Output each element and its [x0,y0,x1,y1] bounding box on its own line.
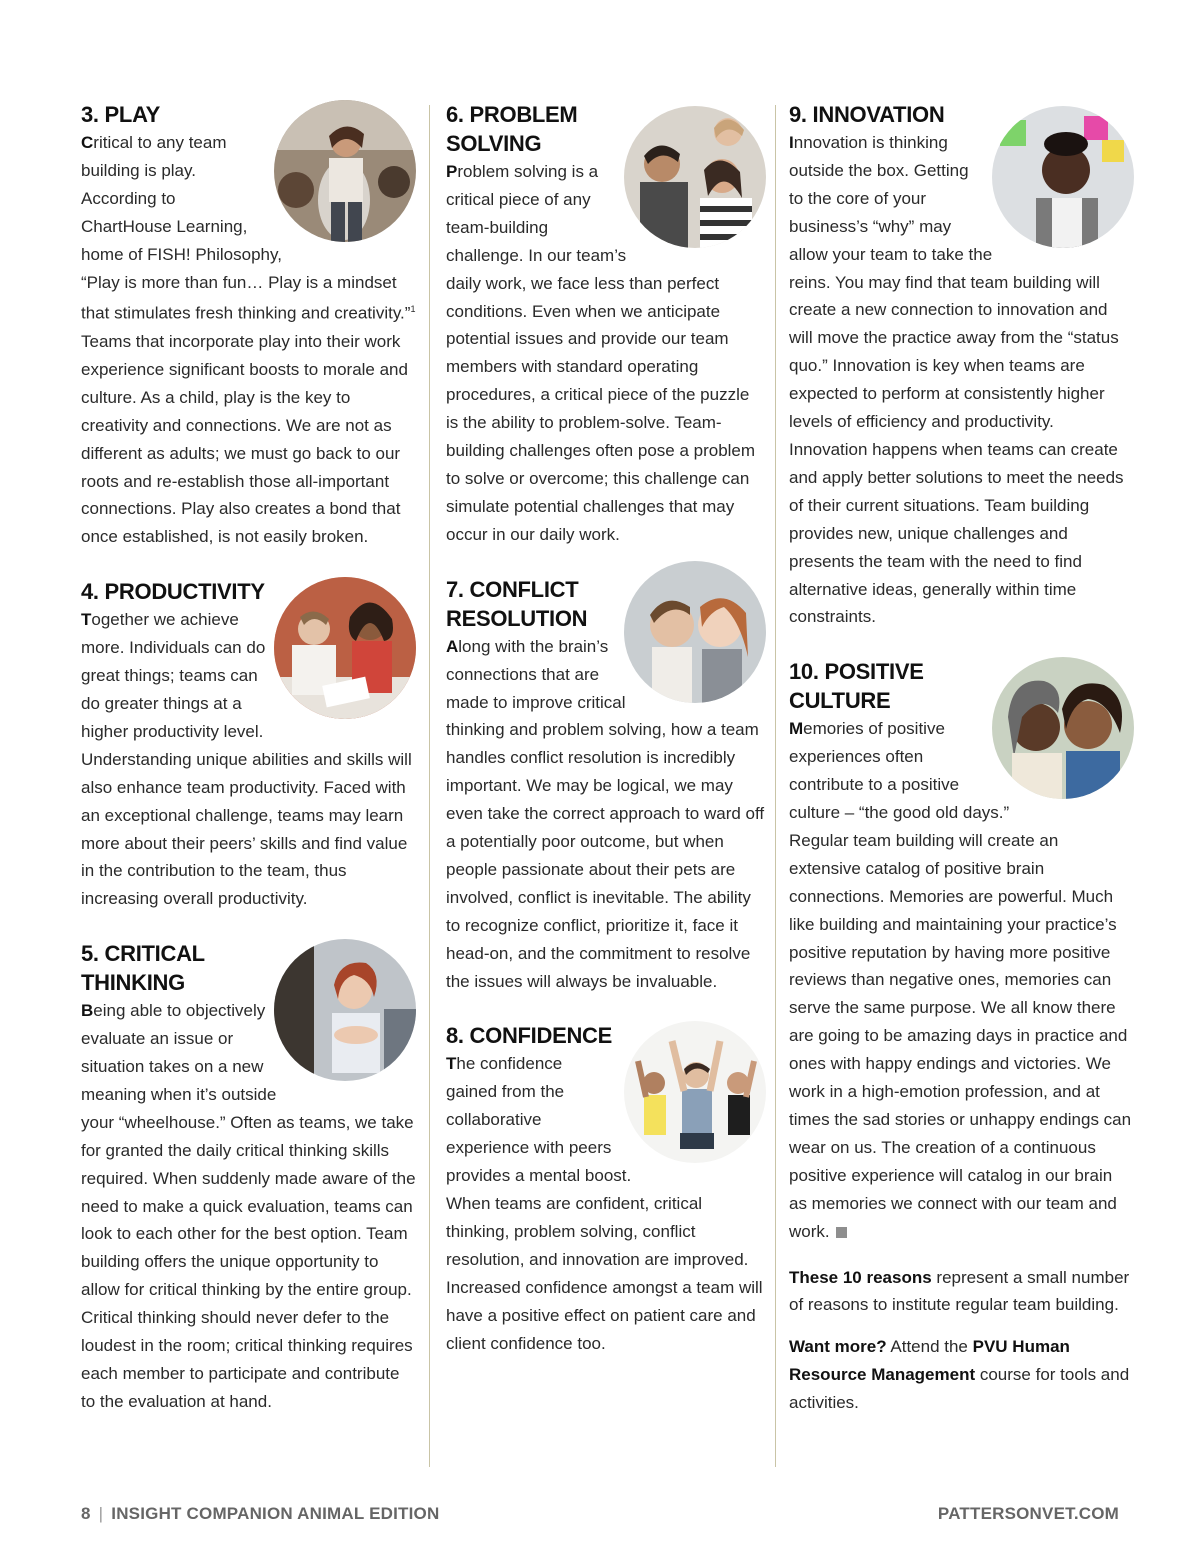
section-play [81,100,416,551]
body-text: emories of positive experiences often contribute to a positive culture – “the good old days.” Regular team building will create an extensive catalog of positive brain connections. Memories are powerful. Much like building and maintaining your practice’s positive reputation by having more positive reviews than negative ones, memories can serve the same purpose. We all know there are going to be amazing days in practice and ones with happy endings and victories. We work in a high-emotion profession, and at times the sad stories or unhappy endings can wear on us. The creation of a continuous positive experience will catalog in our brain as memories we connect with our team and work. [789,719,1132,1241]
drop-letter: C [81,133,94,152]
footer-separator: | [98,1504,104,1523]
column-1 [81,100,416,1442]
section-conflict-resolution [446,575,766,996]
body-text: ritical to any team building is play. According to ChartHouse Learning, home of FISH! Philosophy, “Play is more than fun… Play is a mindset that stimulates fresh thinking and creativity.” [81,133,411,324]
closing-more-bold: Want more? [789,1337,887,1357]
drop-letter: T [81,610,92,630]
section-heading: 6. PROBLEM SOLVING [446,102,578,156]
section-heading: 10. POSITIVE CULTURE [789,659,924,714]
section-problem-solving [446,100,766,549]
drop-letter: P [446,162,458,181]
column-divider [775,105,776,1467]
problem-solving-photo [624,106,766,248]
confidence-photo [624,1021,766,1163]
innovation-photo [992,106,1134,248]
column-3 [789,100,1134,1431]
footer-website[interactable]: PATTERSONVET.COM [937,1504,1119,1523]
play-photo [274,100,416,242]
section-positive-culture [789,657,1134,1245]
body-text: ogether we achieve more. Individuals can do great things; teams can do greater things at a higher productivity level. Understanding unique abilities and skills will also enhance team productivity. Faced with an exceptional challenge, teams may learn more about their peers’ skills and find value in the contribution to the team, thus increasing overall productivity. [81,610,412,909]
section-heading: 8. CONFIDENCE [446,1023,613,1049]
body-text: eing able to objectively evaluate an issue or situation takes on a new meaning when it’s outside your “wheelhouse.” Often as teams, we take for granted the daily critical thinking skills required. When suddenly made aware of the need to make a quick evaluation, teams can look to each other for the best option. Team building offers the unique opportunity to allow for critical thinking by the entire group. Critical thinking should never defer to the loudest in the room; critical thinking requires each member to participate and contribute to the evaluation at hand. [81,1001,416,1411]
critical-thinking-photo [274,939,416,1081]
section-heading: 5. CRITICAL THINKING [81,941,205,996]
body-text: he confidence gained from the collaborative experience with peers provides a mental boost. When teams are confident, critical thinking, problem solving, conflict resolution, and innovation are improved. Increased confidence amongst a team will have a positive effect on patient care and client confidence too. [446,1054,763,1353]
body-text: Teams that incorporate play into their work experience significant boosts to morale and culture. As a child, play is the key to creativity and connections. We are not as different as adults; we must go back to our roots and re-establish those all-important connections. Play also creates a bond that once established, is not easily broken. [81,332,408,547]
positive-culture-photo [992,657,1134,799]
publication-name: INSIGHT COMPANION ANIMAL EDITION [111,1504,440,1523]
drop-letter: B [81,1001,94,1021]
closing-reasons-bold: These 10 reasons [789,1267,932,1287]
drop-letter: I [789,133,794,152]
closing-more-text: Attend the [886,1337,973,1357]
closing-reasons-text: represent a small number of reasons to institute regular team building. [789,1267,1130,1315]
section-heading: 3. PLAY [81,102,161,127]
closing-reasons [789,1264,1134,1320]
section-confidence [446,1021,766,1357]
productivity-photo [274,577,416,719]
footer-left [81,1504,439,1524]
course-name: PVU Human Resource Management [789,1337,1070,1385]
drop-letter: M [789,719,804,739]
section-heading: 9. INNOVATION [789,102,945,127]
section-heading: 7. CONFLICT RESOLUTION [446,576,588,631]
column-2 [446,100,766,1383]
page-number: 8 [81,1504,91,1523]
drop-letter: A [446,636,459,656]
column-divider [429,105,430,1467]
drop-letter: T [446,1054,457,1074]
closing-more [789,1333,1134,1417]
body-text: long with the brain’s connections that are made to improve critical thinking and problem solving, how a team handles conflict resolution is incredibly important. We may be logical, we may even take the correct approach to ward off a potentially poor outcome, but when people passionate about their pets are involved, conflict is inevitable. The ability to recognize conflict, prioritize it, face it head-on, and the commitment to resolve the issues will always be invaluable. [446,636,765,991]
section-productivity [81,577,416,913]
footnote-marker: 1 [410,304,416,315]
body-text: roblem solving is a critical piece of any team-building challenge. In our team’s daily work, we face less than perfect conditions. Even when we anticipate potential issues and provide our team members with standard operating procedures, a critical piece of the puzzle is the ability to problem-solve. Team-building challenges often pose a problem to solve or overcome; this challenge can simulate potential challenges that may occur in our daily work. [446,162,756,544]
section-heading: 4. PRODUCTIVITY [81,579,265,605]
section-critical-thinking [81,939,416,1416]
closing-course-text: course for tools and activities. [789,1365,1130,1413]
body-text: nnovation is thinking outside the box. Getting to the core of your business’s “why” may allow your team to take the reins. You may find that team building will create a new connection to innovation and will move the practice away from the “status quo.” Innovation is key when teams are expected to perform at consistently higher levels of efficiency and productivity. Innovation happens when teams can create and apply better solutions to meet the needs of their current situations. Team building provides new, unique challenges and presents the team with the need to find alternative ideas, generally within time constraints. [789,133,1124,627]
conflict-resolution-photo [624,561,766,703]
section-innovation [789,100,1134,631]
end-mark-icon [836,1227,847,1238]
